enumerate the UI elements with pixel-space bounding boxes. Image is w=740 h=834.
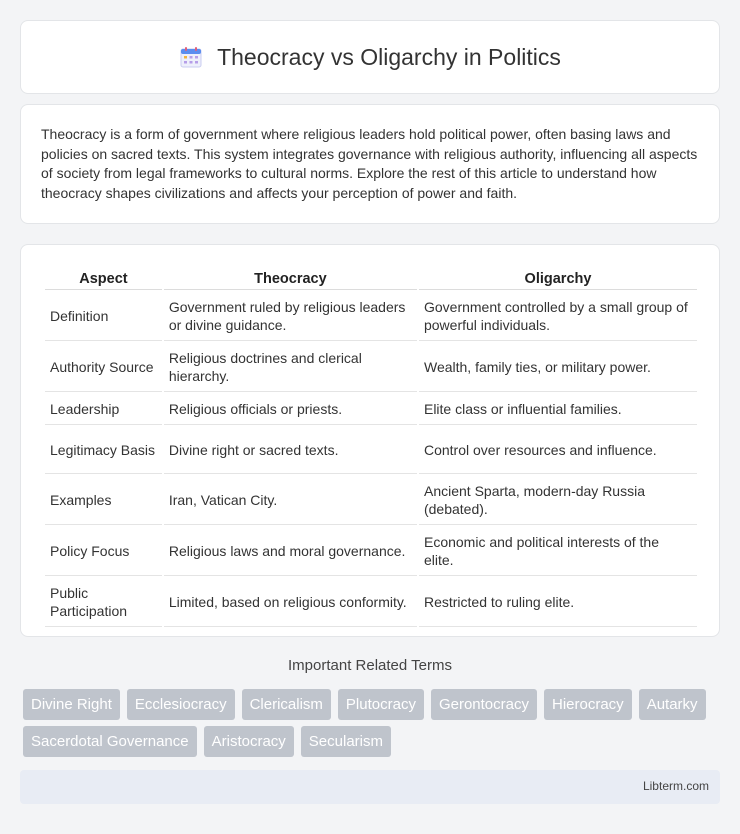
table-cell: Authority Source bbox=[45, 343, 162, 392]
table-cell: Elite class or influential families. bbox=[419, 394, 697, 425]
table-cell: Limited, based on religious conformity. bbox=[164, 578, 417, 627]
tag-plutocracy[interactable]: Plutocracy bbox=[338, 689, 424, 720]
table-cell: Religious doctrines and clerical hierarchy. bbox=[164, 343, 417, 392]
related-terms-list bbox=[23, 689, 723, 757]
table-row bbox=[45, 578, 697, 627]
table-cell: Divine right or sacred texts. bbox=[164, 427, 417, 474]
footer bbox=[20, 770, 720, 804]
table-cell: Religious officials or priests. bbox=[164, 394, 417, 425]
table-row bbox=[45, 394, 697, 425]
table-cell: Control over resources and influence. bbox=[419, 427, 697, 474]
table-row bbox=[45, 343, 697, 392]
tag-gerontocracy[interactable]: Gerontocracy bbox=[431, 689, 537, 720]
table-cell: Wealth, family ties, or military power. bbox=[419, 343, 697, 392]
table-cell: Government ruled by religious leaders or divine guidance. bbox=[164, 292, 417, 341]
table-row bbox=[45, 476, 697, 525]
table-cell: Policy Focus bbox=[45, 527, 162, 576]
table-header-row bbox=[45, 267, 697, 290]
related-terms-title: Important Related Terms bbox=[288, 657, 452, 674]
table-cell: Restricted to ruling elite. bbox=[419, 578, 697, 627]
tag-secularism[interactable]: Secularism bbox=[301, 726, 391, 757]
table-cell: Iran, Vatican City. bbox=[164, 476, 417, 525]
table-cell: Examples bbox=[45, 476, 162, 525]
footer-site-link[interactable]: Libterm.com bbox=[642, 779, 709, 793]
table-cell: Ancient Sparta, modern-day Russia (debated). bbox=[419, 476, 697, 525]
calendar-icon bbox=[179, 45, 203, 69]
tag-hierocracy[interactable]: Hierocracy bbox=[544, 689, 632, 720]
intro-text: Theocracy is a form of government where religious leaders hold political power, often basing laws and policies on sacred texts. This system integrates governance with religious authority, influencing all aspects of society from legal frameworks to cultural norms. Explore the rest of this article to understand how theocracy shapes civilizations and affects your perception of power and faith. bbox=[41, 126, 698, 201]
title-card bbox=[20, 20, 720, 94]
tag-autarky[interactable]: Autarky bbox=[639, 689, 706, 720]
tag-aristocracy[interactable]: Aristocracy bbox=[204, 726, 294, 757]
table-cell: Leadership bbox=[45, 394, 162, 425]
table-cell: Government controlled by a small group of powerful individuals. bbox=[419, 292, 697, 341]
table-cell: Legitimacy Basis bbox=[45, 427, 162, 474]
table-row bbox=[45, 427, 697, 474]
comparison-table bbox=[43, 265, 699, 629]
header-aspect: Aspect bbox=[45, 267, 162, 290]
tag-clericalism[interactable]: Clericalism bbox=[242, 689, 331, 720]
intro-card bbox=[20, 104, 720, 224]
table-cell: Economic and political interests of the elite. bbox=[419, 527, 697, 576]
page-title: Theocracy vs Oligarchy in Politics bbox=[217, 43, 561, 70]
comparison-table-card bbox=[20, 244, 720, 637]
tag-divine-right[interactable]: Divine Right bbox=[23, 689, 120, 720]
table-cell: Public Participation bbox=[45, 578, 162, 627]
tag-sacerdotal-governance[interactable]: Sacerdotal Governance bbox=[23, 726, 197, 757]
table-cell: Definition bbox=[45, 292, 162, 341]
table-cell: Religious laws and moral governance. bbox=[164, 527, 417, 576]
tag-ecclesiocracy[interactable]: Ecclesiocracy bbox=[127, 689, 235, 720]
header-oligarchy: Oligarchy bbox=[419, 267, 697, 290]
table-row bbox=[45, 292, 697, 341]
header-theocracy: Theocracy bbox=[164, 267, 417, 290]
table-row bbox=[45, 527, 697, 576]
